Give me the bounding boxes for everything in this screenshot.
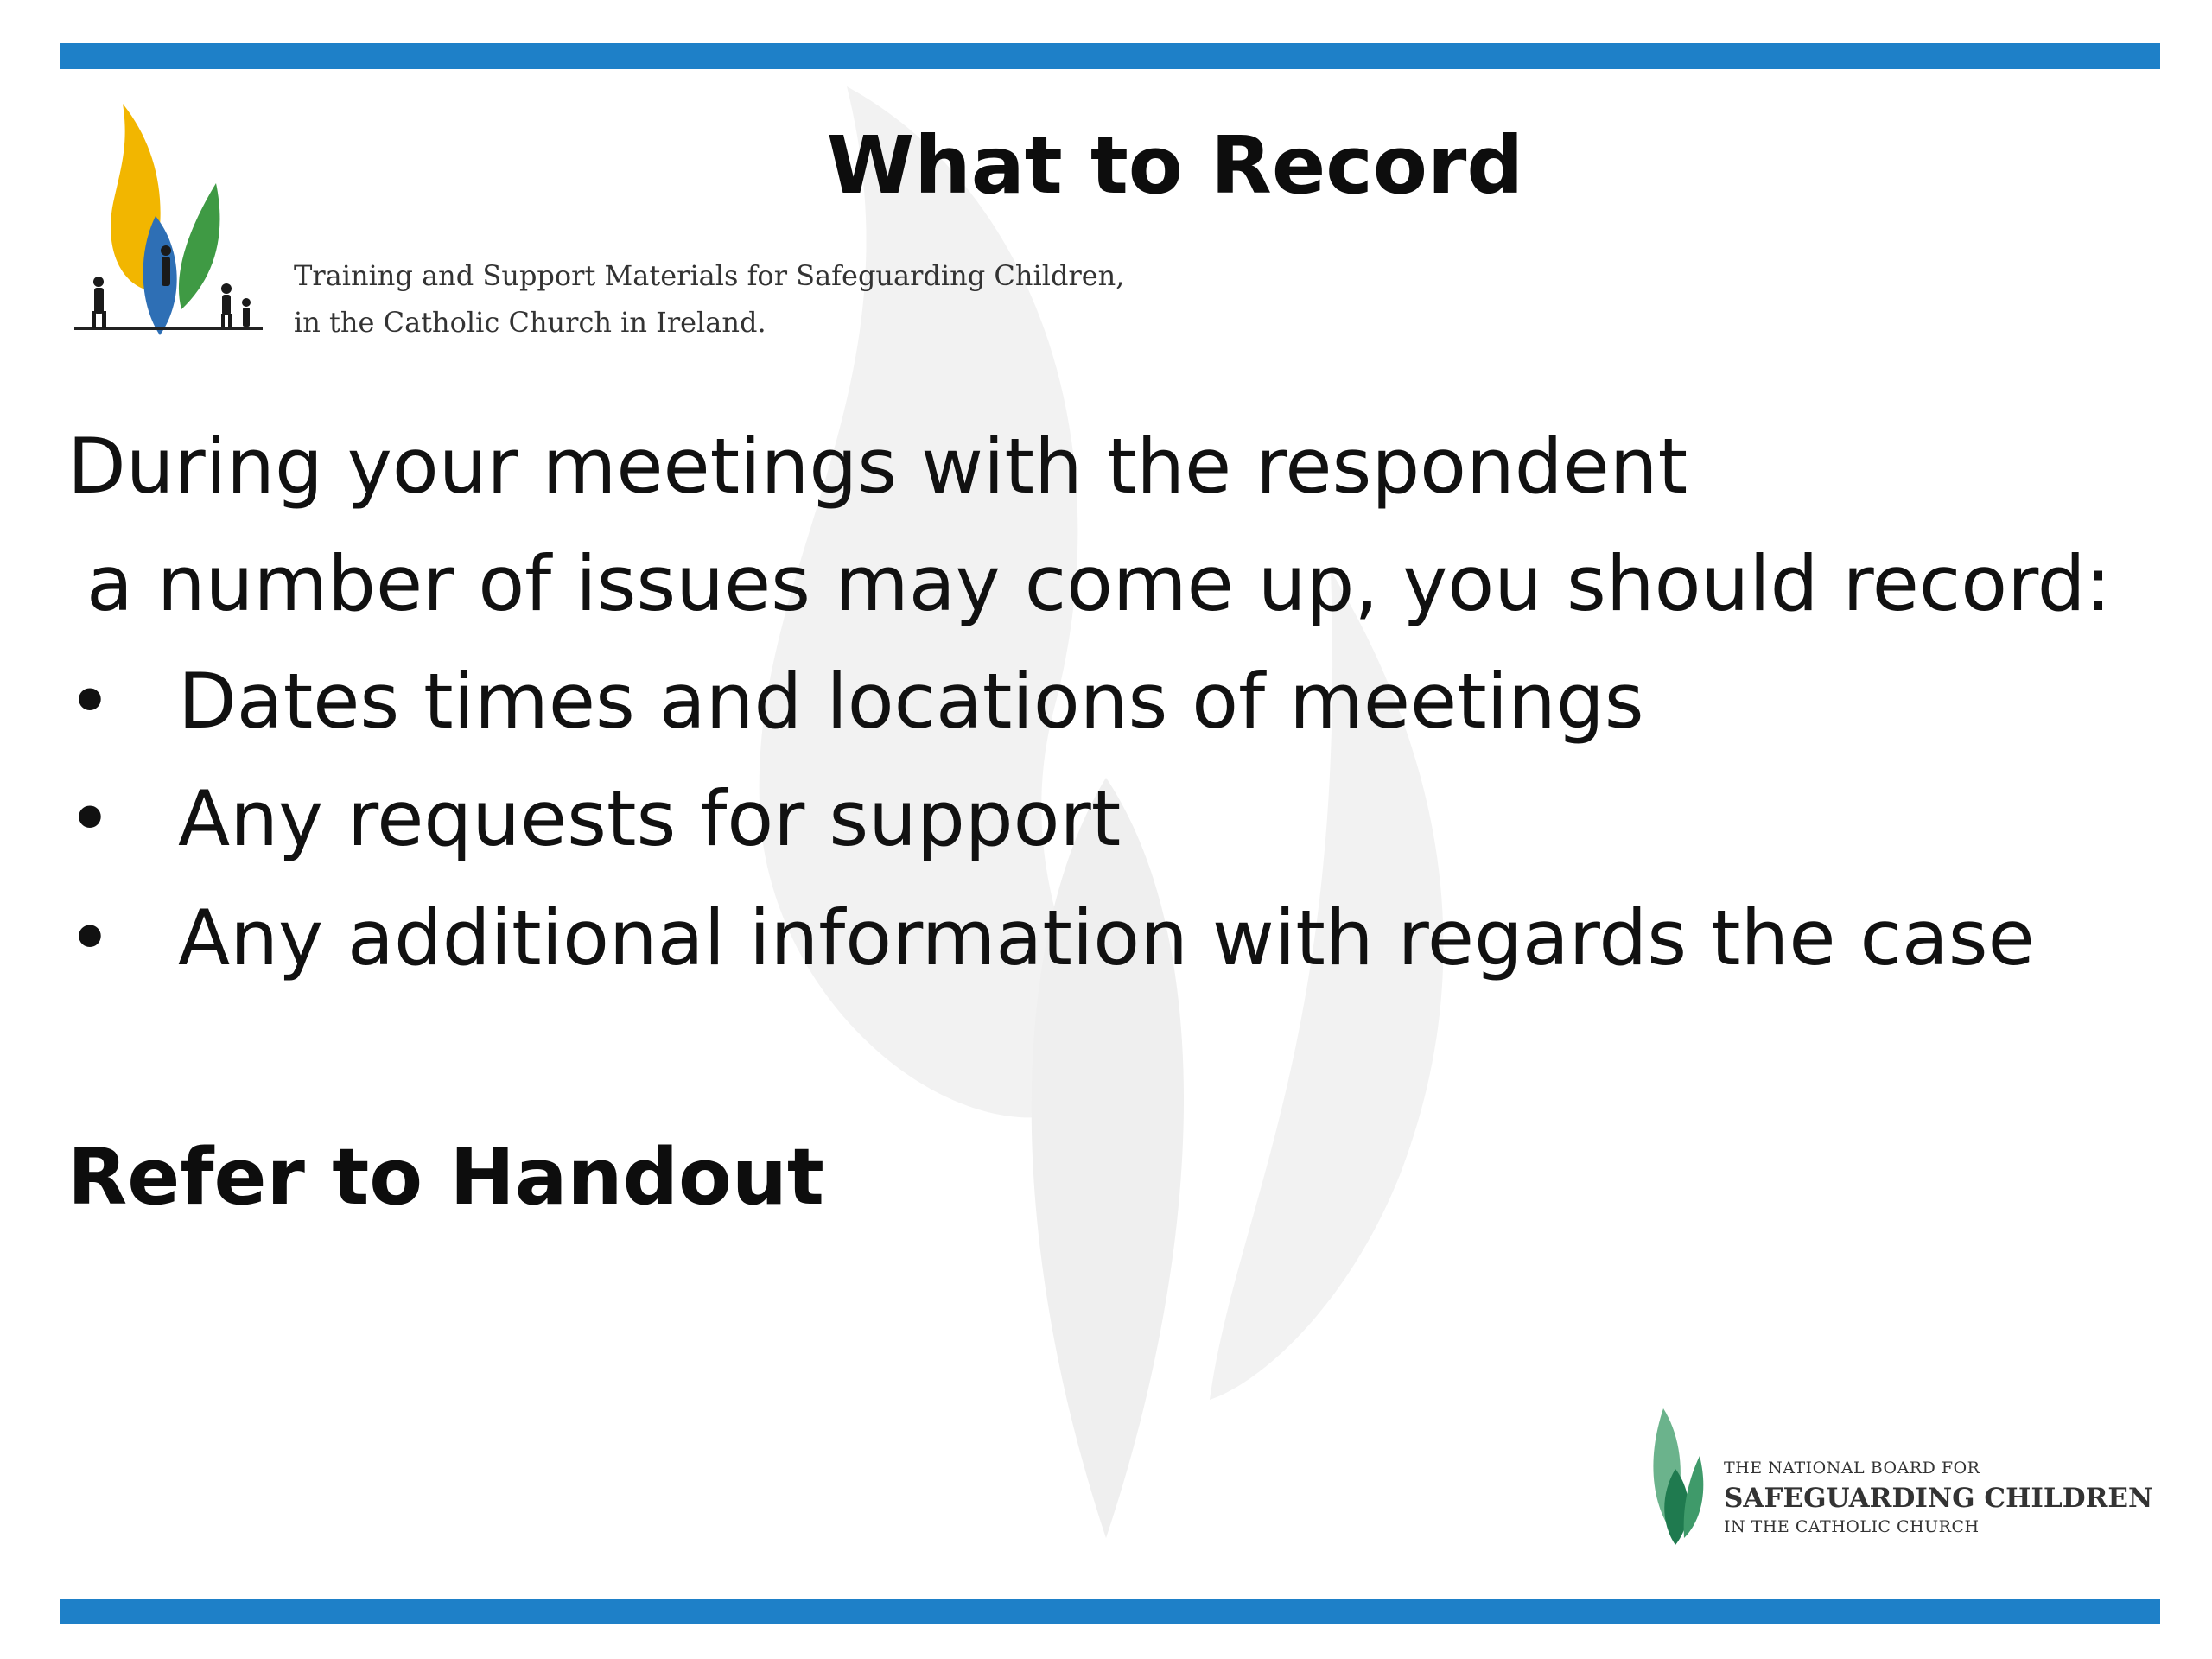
bullet-marker: •: [67, 657, 112, 746]
slide-title: What to Record: [826, 119, 1524, 212]
header-tagline-line-2: in the Catholic Church in Ireland.: [294, 306, 766, 339]
intro-line-1: During your meetings with the respondent: [67, 422, 1688, 511]
bottom-blue-rule: [60, 1599, 2160, 1624]
green-flame-logo-icon: [1637, 1408, 1715, 1547]
header-tagline-line-1: Training and Support Materials for Safeguarding Children,: [294, 259, 1125, 292]
footer-board-line-1: THE NATIONAL BOARD FOR: [1724, 1459, 1980, 1478]
bullet-text: Any additional information with regards the case: [178, 893, 2035, 982]
bullet-marker: •: [67, 774, 112, 863]
intro-line-2: a number of issues may come up, you should record:: [86, 539, 2112, 628]
top-blue-rule: [60, 43, 2160, 69]
handout-reference: Refer to Handout: [67, 1132, 824, 1223]
footer-board-line-3: IN THE CATHOLIC CHURCH: [1724, 1517, 1980, 1536]
bullet-text: Any requests for support: [178, 774, 1122, 863]
bullet-marker: •: [67, 893, 112, 982]
footer-board-line-2: SAFEGUARDING CHILDREN: [1724, 1483, 2153, 1514]
bullet-text: Dates times and locations of meetings: [178, 657, 1644, 746]
